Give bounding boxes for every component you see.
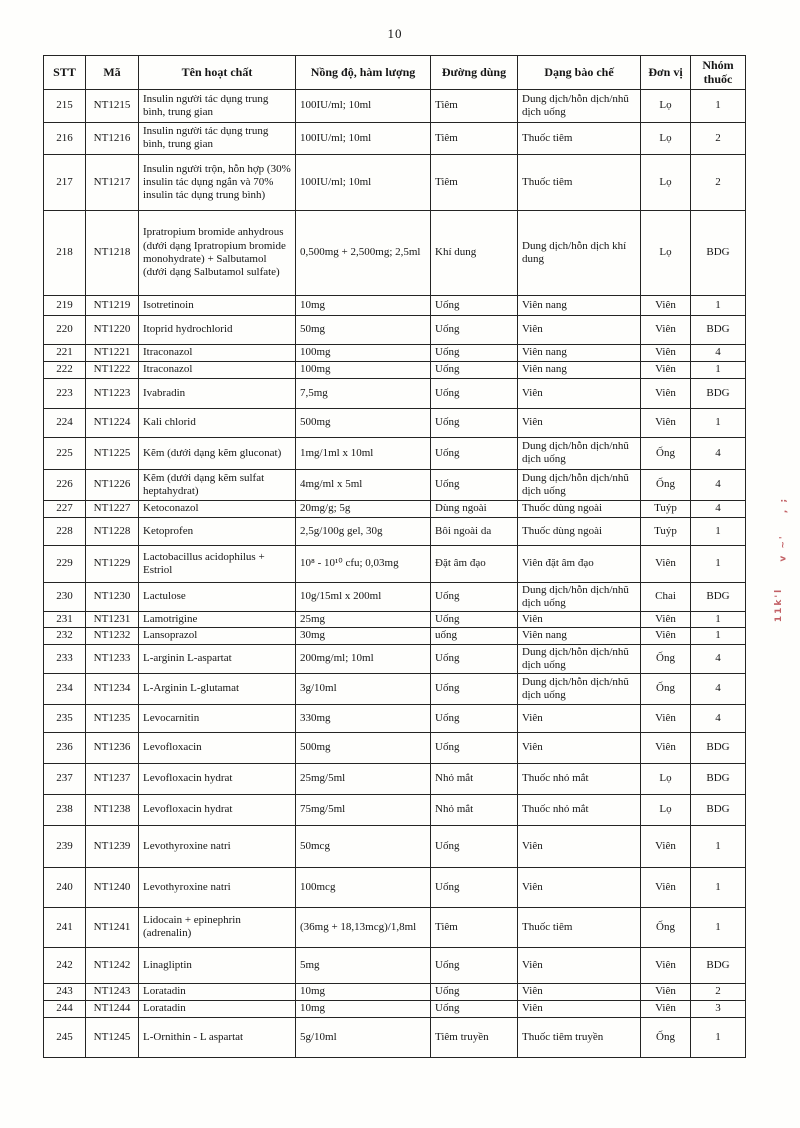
column-header-dang-bao-che: Dạng bào chế: [518, 56, 641, 90]
table-row: [44, 378, 746, 408]
cell-stt: 222: [44, 361, 86, 378]
cell-nong-do: 75mg/5ml: [296, 794, 431, 825]
cell-don-vi: Ống: [641, 907, 691, 947]
cell-nhom-thuoc: BDG: [691, 947, 746, 983]
cell-duong-dung: uống: [431, 628, 518, 644]
cell-duong-dung: Dùng ngoài: [431, 500, 518, 517]
cell-nhom-thuoc: BDG: [691, 763, 746, 794]
cell-dang-bao-che: Dung dịch/hỗn dịch khí dung: [518, 210, 641, 295]
cell-don-vi: Viên: [641, 704, 691, 732]
cell-ten-hoat-chat: Insulin người tác dụng trung bình, trung gian: [139, 122, 296, 154]
cell-duong-dung: Uống: [431, 437, 518, 469]
cell-stt: 238: [44, 794, 86, 825]
cell-duong-dung: Uống: [431, 612, 518, 628]
cell-don-vi: Viên: [641, 825, 691, 867]
cell-ten-hoat-chat: Itraconazol: [139, 344, 296, 361]
cell-nhom-thuoc: BDG: [691, 210, 746, 295]
table-row: [44, 732, 746, 763]
cell-stt: 227: [44, 500, 86, 517]
cell-nhom-thuoc: BDG: [691, 378, 746, 408]
cell-duong-dung: Tiêm: [431, 907, 518, 947]
cell-don-vi: Viên: [641, 628, 691, 644]
cell-don-vi: Tuýp: [641, 500, 691, 517]
cell-ma: NT1239: [86, 825, 139, 867]
cell-ten-hoat-chat: Lactulose: [139, 582, 296, 611]
cell-nhom-thuoc: 3: [691, 1000, 746, 1017]
cell-stt: 219: [44, 295, 86, 315]
cell-ma: NT1230: [86, 582, 139, 611]
cell-don-vi: Lọ: [641, 794, 691, 825]
table-row: [44, 89, 746, 122]
cell-stt: 216: [44, 122, 86, 154]
cell-nong-do: 20mg/g; 5g: [296, 500, 431, 517]
cell-dang-bao-che: Viên: [518, 378, 641, 408]
cell-nong-do: 100IU/ml; 10ml: [296, 154, 431, 210]
table-row: [44, 1000, 746, 1017]
table-row: [44, 408, 746, 437]
cell-nhom-thuoc: 1: [691, 907, 746, 947]
cell-dang-bao-che: Viên nang: [518, 295, 641, 315]
cell-nhom-thuoc: 4: [691, 704, 746, 732]
cell-dang-bao-che: Viên: [518, 983, 641, 1000]
cell-nhom-thuoc: 1: [691, 545, 746, 582]
cell-nong-do: 100mcg: [296, 867, 431, 907]
red-pen-mark: v ~': [778, 534, 789, 562]
cell-nong-do: 100mg: [296, 361, 431, 378]
cell-ten-hoat-chat: Linagliptin: [139, 947, 296, 983]
cell-ma: NT1224: [86, 408, 139, 437]
cell-don-vi: Viên: [641, 983, 691, 1000]
cell-ten-hoat-chat: Lamotrigine: [139, 612, 296, 628]
cell-don-vi: Viên: [641, 732, 691, 763]
cell-dang-bao-che: Viên nang: [518, 628, 641, 644]
cell-duong-dung: Uống: [431, 315, 518, 344]
cell-stt: 242: [44, 947, 86, 983]
cell-ma: NT1234: [86, 673, 139, 704]
cell-don-vi: Chai: [641, 582, 691, 611]
cell-stt: 240: [44, 867, 86, 907]
cell-stt: 234: [44, 673, 86, 704]
cell-nong-do: 25mg: [296, 612, 431, 628]
cell-don-vi: Tuýp: [641, 517, 691, 545]
cell-ma: NT1235: [86, 704, 139, 732]
table-row: [44, 644, 746, 673]
cell-stt: 224: [44, 408, 86, 437]
cell-ten-hoat-chat: Levocarnitin: [139, 704, 296, 732]
cell-dang-bao-che: Viên: [518, 1000, 641, 1017]
cell-ten-hoat-chat: Ketoconazol: [139, 500, 296, 517]
cell-nong-do: 3g/10ml: [296, 673, 431, 704]
cell-ma: NT1228: [86, 517, 139, 545]
cell-nhom-thuoc: BDG: [691, 582, 746, 611]
cell-dang-bao-che: Viên: [518, 612, 641, 628]
cell-nhom-thuoc: 4: [691, 644, 746, 673]
table-row: [44, 469, 746, 500]
cell-ma: NT1244: [86, 1000, 139, 1017]
cell-ma: NT1231: [86, 612, 139, 628]
table-row: [44, 582, 746, 611]
cell-duong-dung: Uống: [431, 983, 518, 1000]
cell-duong-dung: Uống: [431, 344, 518, 361]
cell-dang-bao-che: Viên: [518, 408, 641, 437]
cell-ma: NT1220: [86, 315, 139, 344]
cell-dang-bao-che: Dung dịch/hỗn dịch/nhũ dịch uống: [518, 673, 641, 704]
cell-don-vi: Ống: [641, 644, 691, 673]
column-header-ten-hoat-chat: Tên hoạt chất: [139, 56, 296, 90]
cell-don-vi: Viên: [641, 1000, 691, 1017]
cell-duong-dung: Uống: [431, 825, 518, 867]
cell-duong-dung: Uống: [431, 673, 518, 704]
cell-ma: NT1225: [86, 437, 139, 469]
cell-stt: 225: [44, 437, 86, 469]
cell-don-vi: Viên: [641, 295, 691, 315]
cell-nhom-thuoc: 1: [691, 89, 746, 122]
cell-dang-bao-che: Thuốc dùng ngoài: [518, 517, 641, 545]
cell-dang-bao-che: Viên: [518, 947, 641, 983]
cell-nong-do: 100IU/ml; 10ml: [296, 122, 431, 154]
cell-nong-do: 10⁸ - 10¹⁰ cfu; 0,03mg: [296, 545, 431, 582]
cell-ma: NT1221: [86, 344, 139, 361]
cell-nhom-thuoc: 4: [691, 437, 746, 469]
cell-duong-dung: Tiêm truyền: [431, 1017, 518, 1057]
table-row: [44, 947, 746, 983]
cell-don-vi: Lọ: [641, 154, 691, 210]
cell-duong-dung: Uống: [431, 644, 518, 673]
cell-don-vi: Viên: [641, 378, 691, 408]
cell-ten-hoat-chat: Kẽm (dưới dạng kẽm gluconat): [139, 437, 296, 469]
cell-ma: NT1229: [86, 545, 139, 582]
cell-stt: 217: [44, 154, 86, 210]
cell-dang-bao-che: Dung dịch/hỗn dịch/nhũ dịch uống: [518, 437, 641, 469]
table-body: [44, 89, 746, 1057]
table-row: [44, 295, 746, 315]
cell-dang-bao-che: Thuốc tiêm: [518, 122, 641, 154]
cell-stt: 239: [44, 825, 86, 867]
table-row: [44, 1017, 746, 1057]
cell-nong-do: 7,5mg: [296, 378, 431, 408]
cell-ten-hoat-chat: Lidocain + epinephrin (adrenalin): [139, 907, 296, 947]
cell-nhom-thuoc: 1: [691, 295, 746, 315]
column-header-don-vi: Đơn vị: [641, 56, 691, 90]
cell-nong-do: 50mcg: [296, 825, 431, 867]
cell-nong-do: 200mg/ml; 10ml: [296, 644, 431, 673]
table-row: [44, 825, 746, 867]
cell-nhom-thuoc: 4: [691, 673, 746, 704]
cell-duong-dung: Uống: [431, 469, 518, 500]
cell-duong-dung: Đặt âm đạo: [431, 545, 518, 582]
cell-don-vi: Ống: [641, 469, 691, 500]
cell-nong-do: 30mg: [296, 628, 431, 644]
cell-ma: NT1237: [86, 763, 139, 794]
cell-ma: NT1219: [86, 295, 139, 315]
table-row: [44, 500, 746, 517]
cell-duong-dung: Uống: [431, 947, 518, 983]
cell-dang-bao-che: Thuốc dùng ngoài: [518, 500, 641, 517]
cell-ma: NT1241: [86, 907, 139, 947]
cell-stt: 241: [44, 907, 86, 947]
cell-stt: 231: [44, 612, 86, 628]
cell-dang-bao-che: Viên nang: [518, 344, 641, 361]
cell-duong-dung: Nhỏ mắt: [431, 794, 518, 825]
cell-ten-hoat-chat: Lactobacillus acidophilus + Estriol: [139, 545, 296, 582]
cell-nong-do: 4mg/ml x 5ml: [296, 469, 431, 500]
cell-dang-bao-che: Viên nang: [518, 361, 641, 378]
cell-ten-hoat-chat: Itraconazol: [139, 361, 296, 378]
column-header-stt: STT: [44, 56, 86, 90]
cell-nong-do: 1mg/1ml x 10ml: [296, 437, 431, 469]
cell-ma: NT1242: [86, 947, 139, 983]
cell-ma: NT1216: [86, 122, 139, 154]
table-row: [44, 517, 746, 545]
cell-ma: NT1243: [86, 983, 139, 1000]
cell-nhom-thuoc: 1: [691, 1017, 746, 1057]
table-row: [44, 673, 746, 704]
cell-ma: NT1218: [86, 210, 139, 295]
cell-nhom-thuoc: 2: [691, 154, 746, 210]
cell-duong-dung: Uống: [431, 361, 518, 378]
table-row: [44, 628, 746, 644]
cell-ten-hoat-chat: Kali chlorid: [139, 408, 296, 437]
cell-duong-dung: Nhỏ mắt: [431, 763, 518, 794]
cell-stt: 228: [44, 517, 86, 545]
cell-dang-bao-che: Dung dịch/hỗn dịch/nhũ dịch uống: [518, 89, 641, 122]
cell-don-vi: Lọ: [641, 89, 691, 122]
cell-stt: 229: [44, 545, 86, 582]
cell-ten-hoat-chat: Ketoprofen: [139, 517, 296, 545]
cell-ten-hoat-chat: Loratadin: [139, 983, 296, 1000]
cell-ten-hoat-chat: Levothyroxine natri: [139, 825, 296, 867]
cell-ten-hoat-chat: Isotretinoin: [139, 295, 296, 315]
cell-dang-bao-che: Viên: [518, 825, 641, 867]
table-row: [44, 983, 746, 1000]
column-header-nong-do: Nồng độ, hàm lượng: [296, 56, 431, 90]
cell-duong-dung: Tiêm: [431, 122, 518, 154]
cell-dang-bao-che: Viên đặt âm đạo: [518, 545, 641, 582]
cell-stt: 245: [44, 1017, 86, 1057]
cell-dang-bao-che: Dung dịch/hỗn dịch/nhũ dịch uống: [518, 582, 641, 611]
cell-dang-bao-che: Viên: [518, 315, 641, 344]
cell-ma: NT1222: [86, 361, 139, 378]
cell-duong-dung: Khí dung: [431, 210, 518, 295]
cell-nhom-thuoc: 4: [691, 500, 746, 517]
cell-ten-hoat-chat: Insulin người tác dụng trung bình, trung gian: [139, 89, 296, 122]
cell-duong-dung: Uống: [431, 295, 518, 315]
cell-nong-do: 2,5g/100g gel, 30g: [296, 517, 431, 545]
cell-don-vi: Lọ: [641, 210, 691, 295]
cell-don-vi: Ống: [641, 673, 691, 704]
cell-ma: NT1245: [86, 1017, 139, 1057]
cell-nong-do: 5mg: [296, 947, 431, 983]
cell-nong-do: 500mg: [296, 408, 431, 437]
table-row: [44, 545, 746, 582]
cell-ten-hoat-chat: Loratadin: [139, 1000, 296, 1017]
cell-ten-hoat-chat: L-Arginin L-glutamat: [139, 673, 296, 704]
cell-don-vi: Viên: [641, 867, 691, 907]
cell-duong-dung: Bôi ngoài da: [431, 517, 518, 545]
cell-dang-bao-che: Thuốc tiêm truyền: [518, 1017, 641, 1057]
column-header-ma: Mã: [86, 56, 139, 90]
cell-duong-dung: Uống: [431, 582, 518, 611]
cell-dang-bao-che: Thuốc nhỏ mắt: [518, 763, 641, 794]
table-row: [44, 122, 746, 154]
cell-duong-dung: Tiêm: [431, 89, 518, 122]
table-row: [44, 154, 746, 210]
cell-nong-do: 100IU/ml; 10ml: [296, 89, 431, 122]
cell-nhom-thuoc: 1: [691, 408, 746, 437]
cell-stt: 233: [44, 644, 86, 673]
cell-ten-hoat-chat: Kẽm (dưới dạng kẽm sulfat heptahydrat): [139, 469, 296, 500]
cell-stt: 236: [44, 732, 86, 763]
cell-ten-hoat-chat: Levofloxacin hydrat: [139, 763, 296, 794]
cell-dang-bao-che: Thuốc nhỏ mắt: [518, 794, 641, 825]
cell-ma: NT1233: [86, 644, 139, 673]
cell-nong-do: 5g/10ml: [296, 1017, 431, 1057]
cell-duong-dung: Uống: [431, 867, 518, 907]
cell-ten-hoat-chat: Levothyroxine natri: [139, 867, 296, 907]
cell-don-vi: Viên: [641, 408, 691, 437]
cell-nong-do: 330mg: [296, 704, 431, 732]
cell-stt: 230: [44, 582, 86, 611]
cell-ma: NT1236: [86, 732, 139, 763]
table-row: [44, 763, 746, 794]
cell-dang-bao-che: Dung dịch/hỗn dịch/nhũ dịch uống: [518, 644, 641, 673]
cell-nhom-thuoc: 2: [691, 122, 746, 154]
cell-ten-hoat-chat: Insulin người trộn, hỗn hợp (30% insulin tác dụng ngắn và 70% insulin tác dụng trung bình): [139, 154, 296, 210]
cell-nhom-thuoc: BDG: [691, 794, 746, 825]
cell-don-vi: Viên: [641, 361, 691, 378]
cell-nong-do: 10mg: [296, 983, 431, 1000]
cell-ten-hoat-chat: Ivabradin: [139, 378, 296, 408]
cell-nhom-thuoc: 1: [691, 628, 746, 644]
cell-nhom-thuoc: 1: [691, 612, 746, 628]
cell-stt: 237: [44, 763, 86, 794]
cell-stt: 221: [44, 344, 86, 361]
cell-ten-hoat-chat: Lansoprazol: [139, 628, 296, 644]
table-header: [44, 56, 746, 90]
cell-don-vi: Viên: [641, 545, 691, 582]
table-row: [44, 361, 746, 378]
cell-stt: 218: [44, 210, 86, 295]
cell-don-vi: Viên: [641, 947, 691, 983]
red-pen-mark: 11k'l: [774, 587, 785, 623]
cell-ma: NT1227: [86, 500, 139, 517]
cell-ma: NT1215: [86, 89, 139, 122]
cell-nong-do: 500mg: [296, 732, 431, 763]
cell-don-vi: Lọ: [641, 122, 691, 154]
table-row: [44, 867, 746, 907]
table-row: [44, 344, 746, 361]
table-row: [44, 437, 746, 469]
cell-nong-do: 10g/15ml x 200ml: [296, 582, 431, 611]
cell-nong-do: (36mg + 18,13mcg)/1,8ml: [296, 907, 431, 947]
cell-ten-hoat-chat: L-Ornithin - L aspartat: [139, 1017, 296, 1057]
cell-duong-dung: Uống: [431, 408, 518, 437]
cell-nhom-thuoc: 1: [691, 361, 746, 378]
cell-nhom-thuoc: 4: [691, 344, 746, 361]
cell-nong-do: 10mg: [296, 295, 431, 315]
cell-nhom-thuoc: 2: [691, 983, 746, 1000]
cell-stt: 220: [44, 315, 86, 344]
cell-nong-do: 10mg: [296, 1000, 431, 1017]
cell-nhom-thuoc: 1: [691, 825, 746, 867]
cell-dang-bao-che: Viên: [518, 867, 641, 907]
cell-nong-do: 25mg/5ml: [296, 763, 431, 794]
cell-nhom-thuoc: BDG: [691, 732, 746, 763]
table-row: [44, 907, 746, 947]
drug-list-table: [43, 55, 746, 1058]
cell-ma: NT1238: [86, 794, 139, 825]
table-row: [44, 612, 746, 628]
cell-don-vi: Viên: [641, 315, 691, 344]
cell-ten-hoat-chat: Ipratropium bromide anhydrous (dưới dạng Ipratropium bromide monohydrate) + Salbutamol (dưới dạng Salbutamol sulfate): [139, 210, 296, 295]
cell-stt: 244: [44, 1000, 86, 1017]
cell-dang-bao-che: Dung dịch/hỗn dịch/nhũ dịch uống: [518, 469, 641, 500]
cell-stt: 235: [44, 704, 86, 732]
cell-duong-dung: Tiêm: [431, 154, 518, 210]
cell-don-vi: Ống: [641, 437, 691, 469]
cell-stt: 243: [44, 983, 86, 1000]
cell-ma: NT1232: [86, 628, 139, 644]
cell-duong-dung: Uống: [431, 704, 518, 732]
cell-dang-bao-che: Viên: [518, 732, 641, 763]
cell-nhom-thuoc: 1: [691, 517, 746, 545]
cell-ten-hoat-chat: Levofloxacin: [139, 732, 296, 763]
red-pen-mark: , ;: [779, 496, 790, 514]
cell-stt: 223: [44, 378, 86, 408]
cell-duong-dung: Uống: [431, 378, 518, 408]
header-row: [44, 56, 746, 90]
cell-stt: 215: [44, 89, 86, 122]
table-row: [44, 794, 746, 825]
cell-don-vi: Viên: [641, 344, 691, 361]
cell-nhom-thuoc: 4: [691, 469, 746, 500]
cell-duong-dung: Uống: [431, 732, 518, 763]
cell-dang-bao-che: Viên: [518, 704, 641, 732]
cell-ten-hoat-chat: Levofloxacin hydrat: [139, 794, 296, 825]
cell-don-vi: Viên: [641, 612, 691, 628]
cell-ma: NT1217: [86, 154, 139, 210]
cell-don-vi: Lọ: [641, 763, 691, 794]
cell-ten-hoat-chat: Itoprid hydrochlorid: [139, 315, 296, 344]
column-header-nhom-thuoc: Nhóm thuốc: [691, 56, 746, 90]
cell-dang-bao-che: Thuốc tiêm: [518, 907, 641, 947]
cell-nhom-thuoc: 1: [691, 867, 746, 907]
cell-stt: 226: [44, 469, 86, 500]
cell-nong-do: 0,500mg + 2,500mg; 2,5ml: [296, 210, 431, 295]
cell-nong-do: 50mg: [296, 315, 431, 344]
cell-ten-hoat-chat: L-arginin L-aspartat: [139, 644, 296, 673]
table-row: [44, 704, 746, 732]
cell-dang-bao-che: Thuốc tiêm: [518, 154, 641, 210]
cell-duong-dung: Uống: [431, 1000, 518, 1017]
column-header-duong-dung: Đường dùng: [431, 56, 518, 90]
cell-ma: NT1226: [86, 469, 139, 500]
cell-ma: NT1223: [86, 378, 139, 408]
table-row: [44, 210, 746, 295]
cell-ma: NT1240: [86, 867, 139, 907]
page-number: 10: [387, 26, 403, 41]
cell-stt: 232: [44, 628, 86, 644]
cell-don-vi: Ống: [641, 1017, 691, 1057]
cell-nhom-thuoc: BDG: [691, 315, 746, 344]
cell-nong-do: 100mg: [296, 344, 431, 361]
table-row: [44, 315, 746, 344]
